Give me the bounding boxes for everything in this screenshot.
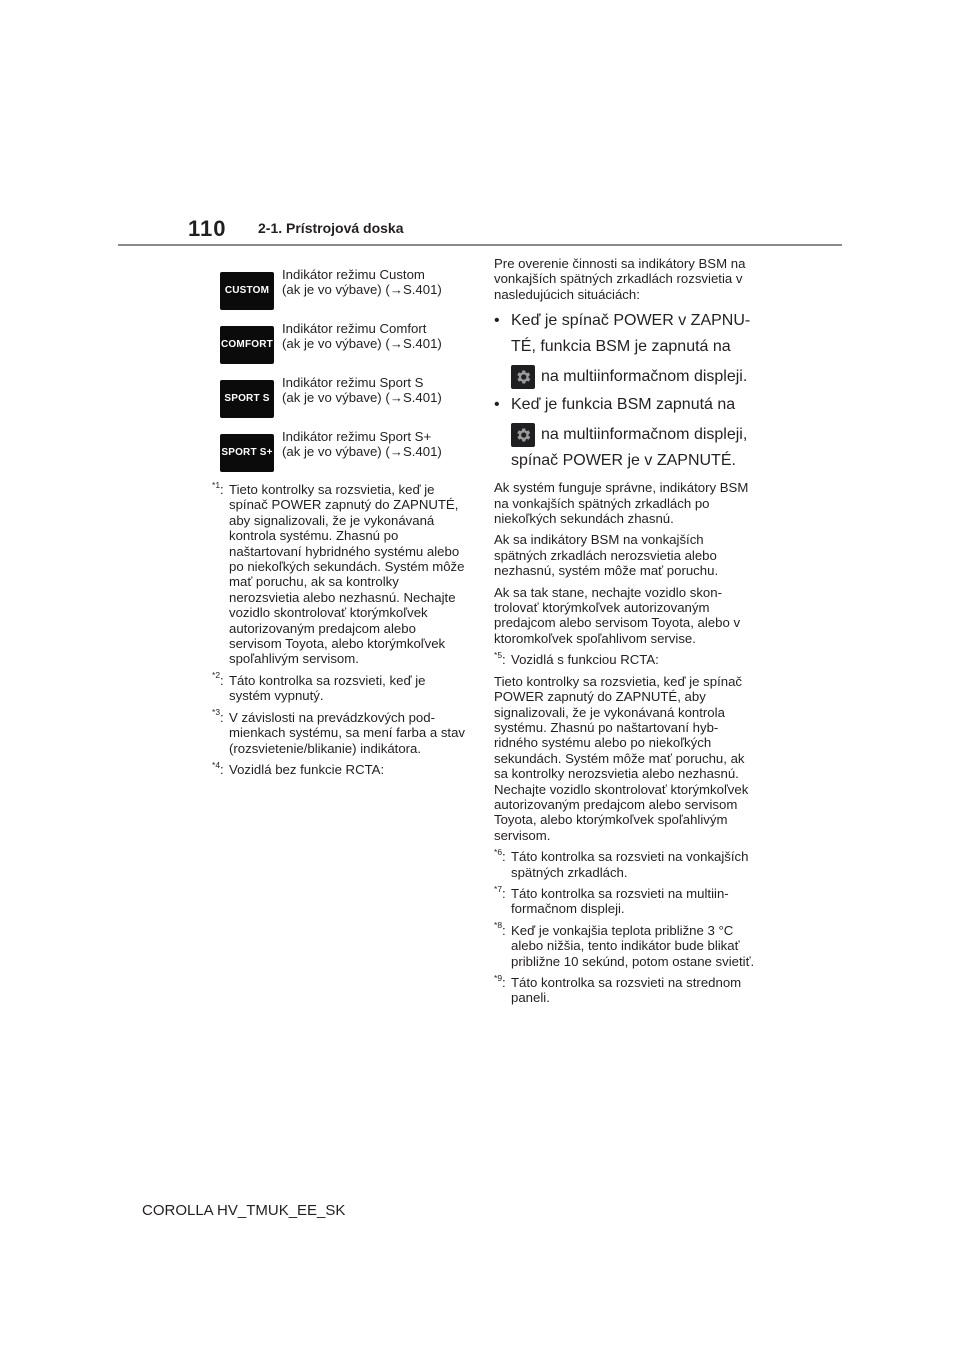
page-reference-link[interactable]: →S.401) xyxy=(389,336,442,352)
indicator-row-custom xyxy=(212,262,470,316)
footnote xyxy=(494,972,756,1006)
footnote xyxy=(494,649,756,668)
right-column xyxy=(494,256,756,1006)
footnote xyxy=(212,707,470,756)
indicator-label: Indikátor režimu Sport S xyxy=(282,375,424,390)
footnote-marker: $^{*2}$: xyxy=(212,670,224,688)
footnote-marker: $^{*8}$: xyxy=(494,920,506,938)
footnote-text: Vozidlá s funkciou RCTA: xyxy=(511,652,659,668)
bullet-text: Keď je funkcia BSM zapnutá na xyxy=(511,396,736,414)
footnote xyxy=(212,759,470,777)
gear-icon xyxy=(511,365,535,389)
page-reference-link[interactable]: →S.401) xyxy=(389,282,442,298)
footnote xyxy=(494,883,756,917)
footnote-marker: $^{*9}$: xyxy=(494,972,506,990)
footnote-marker: $^{*3}$: xyxy=(212,707,224,725)
footnote xyxy=(494,920,756,969)
footnote-text: Táto kontrolka sa rozsvieti na strednom paneli. xyxy=(511,975,742,1006)
footnotes-left xyxy=(212,479,470,777)
footnote-marker: $^{*5}$: xyxy=(494,649,506,668)
sport-s-plus-mode-icon: SPORT S+ xyxy=(220,434,274,472)
icon-line xyxy=(511,364,756,390)
indicator-row-sport-s-plus xyxy=(212,424,470,478)
section-title: 2-1. Prístrojová doska xyxy=(258,220,404,236)
indicator-text xyxy=(282,316,442,352)
icon-line xyxy=(511,422,756,448)
bullet-text: na multiinformačnom displeji, xyxy=(541,426,748,444)
indicator-row-sport-s xyxy=(212,370,470,424)
footnote-text: Keď je vonkajšia teplota približne 3 °C alebo nižšia, tento indikátor bude blikať približne 10 sekúnd, potom ostane svietiť. xyxy=(511,922,755,969)
comfort-mode-icon: COMFORT xyxy=(220,326,274,364)
indicator-availability: (ak je vo výbave) (→S.401) xyxy=(282,390,442,406)
footnote xyxy=(212,479,470,667)
indicator-text xyxy=(282,424,442,460)
footnote-text: V závislosti na prevádzkových podmienkach systému, sa mení farba a stav (rozsvietenie/blikanie) indikátora. xyxy=(229,709,466,756)
indicator-label: Indikátor režimu Sport S+ xyxy=(282,429,432,444)
custom-mode-icon: CUSTOM xyxy=(220,272,274,310)
footnote-marker: $^{*7}$: xyxy=(494,883,506,901)
footnote-text: Tieto kontrolky sa rozsvietia, keď je spínač POWER zapnutý do ZAPNUTÉ, aby signalizovali, že je vykonávaná kontrola systému. Zhasnú po naštartovaní hybridného systému alebo po niekoľkých sekundách. Systém môže mať poruchu, ak sa kontrolky nerozsvietia alebo nezhasnú. Nechajte vozidlo skontrolovať ktorýmkoľvek autorizovaným predajcom alebo servisom Toyota, alebo ktorýmkoľvek spoľahlivým servisom. xyxy=(229,482,465,667)
document-footer: COROLLA HV_TMUK_EE_SK xyxy=(142,1202,346,1219)
gear-icon xyxy=(511,423,535,447)
indicator-availability: (ak je vo výbave) (→S.401) xyxy=(282,336,442,352)
indicator-availability: (ak je vo výbave) (→S.401) xyxy=(282,444,442,460)
indicator-label: Indikátor režimu Custom xyxy=(282,267,425,282)
paragraph: Ak systém funguje správne, indikátory BSM na vonkajších spätných zrkadlách po niekoľkých sekundách zhasnú. xyxy=(494,480,749,527)
footnote-text: Táto kontrolka sa rozsvieti, keď je systém vypnutý. xyxy=(229,672,426,704)
bullet-text: spínač POWER je v ZAPNUTÉ. xyxy=(511,452,736,470)
footnote-text: Vozidlá bez funkcie RCTA: xyxy=(229,761,385,777)
bullet-marker: • xyxy=(494,396,500,414)
footnote-text: Táto kontrolka sa rozsvieti na multiinformačnom displeji. xyxy=(511,885,729,917)
page-reference-link[interactable]: →S.401) xyxy=(389,390,442,406)
bullet-text: na multiinformačnom displeji. xyxy=(541,368,748,386)
page-number: 110 xyxy=(188,216,227,241)
indicator-label: Indikátor režimu Comfort xyxy=(282,321,427,336)
bullet-item xyxy=(494,308,756,390)
footnote-marker: $^{*4}$: xyxy=(212,759,224,777)
header-rule xyxy=(118,244,842,246)
indicator-text xyxy=(282,370,442,406)
bullet-text: Keď je spínač POWER v ZAPNUTÉ, funkcia BSM je zapnutá na xyxy=(511,312,751,356)
sport-s-mode-icon: SPORT S xyxy=(220,380,274,418)
page-reference-link[interactable]: →S.401) xyxy=(389,444,442,460)
footnote xyxy=(494,846,756,880)
bullet-item xyxy=(494,392,756,474)
indicator-row-comfort xyxy=(212,316,470,370)
footnote xyxy=(212,670,470,704)
footnote-marker: $^{*1}$: xyxy=(212,479,224,497)
footnote-text: Táto kontrolka sa rozsvieti na vonkajších spätných zrkadlách. xyxy=(511,849,749,880)
paragraph: Ak sa indikátory BSM na vonkajších spätných zrkadlách nerozsvietia alebo nezhasnú, systém môže mať poruchu. xyxy=(494,532,719,579)
paragraph: Tieto kontrolky sa rozsvietia, keď je spínač POWER zapnutý do ZAPNUTÉ, aby signalizovali, že je vykonávaná kontrola systému. Zhasnú po naštartovaní hybridného systému alebo po niekoľkých sekundách. Systém môže mať poruchu, ak sa kontrolky nerozsvietia alebo nezhasnú. Nechajte vozidlo skontrolovať ktorýmkoľvek autorizovaným predajcom alebo servisom Toyota, alebo ktorýmkoľvek spoľahlivým servisom. xyxy=(494,673,749,843)
paragraph: Ak sa tak stane, nechajte vozidlo skontrolovať ktorýmkoľvek autorizovaným predajcom alebo servisom Toyota, alebo v ktoromkoľvek spoľahlivom servise. xyxy=(494,584,741,646)
footnote-marker: $^{*6}$: xyxy=(494,846,506,865)
indicator-availability: (ak je vo výbave) (→S.401) xyxy=(282,282,442,298)
indicator-text xyxy=(282,262,442,298)
intro-paragraph: Pre overenie činnosti sa indikátory BSM na vonkajších spätných zrkadlách rozsvietia v nasledujúcich situáciách: xyxy=(494,256,746,302)
bullet-marker: • xyxy=(494,312,500,330)
left-column xyxy=(212,262,470,777)
